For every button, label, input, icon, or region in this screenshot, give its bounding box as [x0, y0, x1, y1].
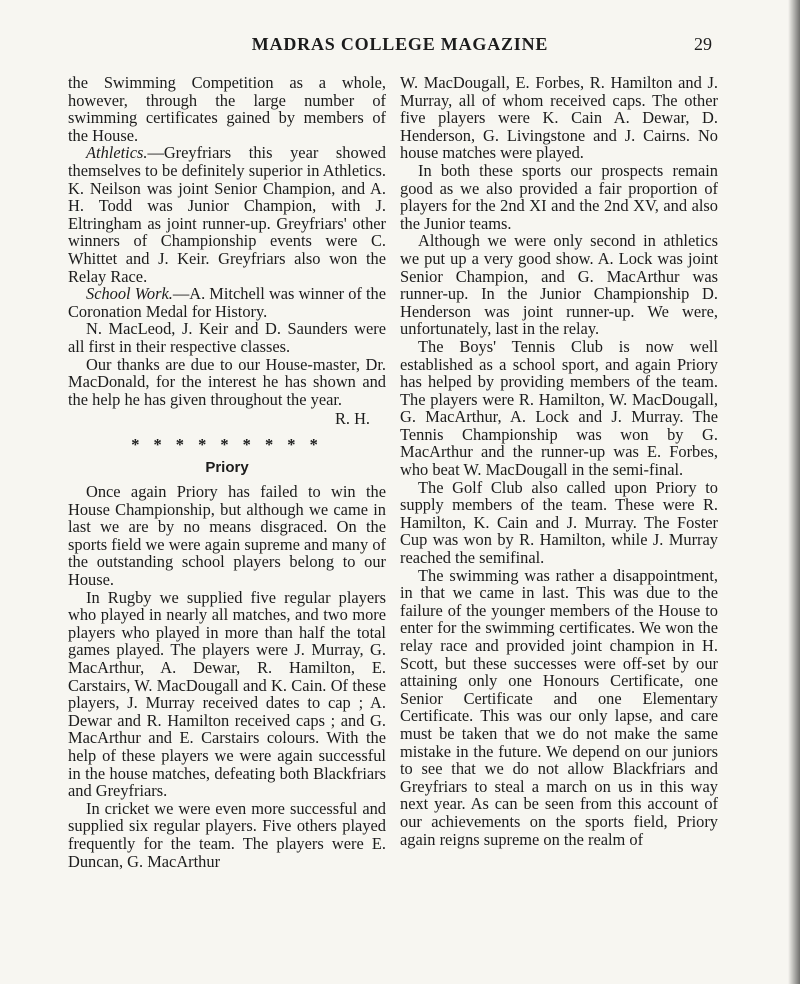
author-initials: R. H.: [334, 409, 370, 429]
section-divider: * * * * * * * * *: [131, 434, 323, 454]
page-header: [0, 34, 800, 60]
left-column: [68, 74, 386, 870]
paragraph: Our thanks are due to our House-master, Dr. MacDonald, for the interest he has shown and the help he has given throughout the year.: [68, 354, 386, 409]
paragraph: [68, 285, 386, 320]
paragraph: The Boys' Tennis Club is now well established as a school sport, and again Priory has helped by providing members of the team. The players were R. Hamilton, W. MacDougall, G. MacArthur, A. Lock and J. Murray. The Tennis Championship was won by G. MacArthur and the runner-up was E. Forbes, who beat W. MacDougall in the semi-final.: [400, 336, 718, 480]
paragraph-body: —A. Mitchell was winner of the Coronation Medal for History.: [68, 284, 387, 321]
paragraph-body: —Greyfriars this year showed themselves to be definitely superior in Athletics. K. Neilson was joint Senior Champion, and A. H. Todd was Junior Champion, with J. Eltringham as joint runner-up. Greyfriars' other winners of Championship events were C. Whittet and J. Keir. Greyfriars also won the Relay Race.: [68, 143, 386, 286]
paragraph: [68, 144, 386, 285]
running-title: MADRAS COLLEGE MAGAZINE: [251, 34, 549, 54]
paragraph: The swimming was rather a disappointment, in that we came in last. This was due to the failure of the younger members of the House to enter for the swimming certificates. We won the relay race and provided joint champion in H. Scott, but these successes were off-set by our attaining only one Honours Certificate, one Senior Certificate and one Elementary Certificate. This was our only lapse, and care must be taken that we do not make the same mistake in the future. We depend on our juniors to see that we do not allow Blackfriars and Greyfriars to steal a march on us in this way next year. As can be seen from this account of our achievements on the sports field, Priory again reigns supreme on the realm of: [400, 565, 718, 849]
paragraph-lead: Athletics.: [86, 143, 148, 163]
page-number: 29: [694, 34, 712, 54]
paragraph-lead: School Work.: [86, 284, 173, 304]
paragraph: Although we were only second in athletics we put up a very good show. A. Lock was joint Senior Champion, and G. MacArthur was runner-up. In the Junior Championship D. Henderson was joint runner-up. We were, unfortunately, last in the relay.: [400, 231, 718, 339]
section-title: Priory: [205, 459, 249, 477]
paragraph: The Golf Club also called upon Priory to supply members of the team. These were R. Hamilton, K. Cain and J. Murray. The Foster Cup was won by R. Hamilton, while J. Murray reached the semifinal.: [400, 477, 718, 568]
paragraph: Once again Priory has failed to win the House Championship, but although we came in last we are by no means disgraced. On the sports field we were again supreme and many of the outstanding school players belong to our House.: [68, 482, 386, 590]
paragraph: In both these sports our prospects remain good as we also provided a fair proportion of players for the 2nd XI and the 2nd XV, and also the Junior teams.: [400, 160, 718, 233]
page-edge-shadow: [788, 0, 800, 984]
paragraph: W. MacDougall, E. Forbes, R. Hamilton and J. Murray, all of whom received caps. The other five players were K. Cain A. Dewar, D. Henderson, G. Livingstone and J. Cairns. No house matches were played.: [400, 73, 718, 163]
paragraph: N. MacLeod, J. Keir and D. Saunders were all first in their respective classes.: [68, 319, 386, 356]
right-column: [400, 74, 718, 848]
paragraph: the Swimming Competition as a whole, however, through the large number of swimming certificates gained by members of the House.: [68, 73, 386, 145]
paragraph: In cricket we were even more successful and supplied six regular players. Five others played frequently for the team. The players were E. Duncan, G. MacArthur: [68, 798, 386, 871]
paragraph: In Rugby we supplied five regular players who played in nearly all matches, and two more players who played in more than half the total games played. The players were J. Murray, G. MacArthur, A. Dewar, R. Hamilton, E. Carstairs, W. MacDougall and K. Cain. Of these players, J. Murray received dates to cap ; A. Dewar and R. Hamilton received caps ; and G. MacArthur and E. Carstairs colours. With the help of these players we were again successful in the house matches, defeating both Blackfriars and Greyfriars.: [68, 587, 386, 801]
